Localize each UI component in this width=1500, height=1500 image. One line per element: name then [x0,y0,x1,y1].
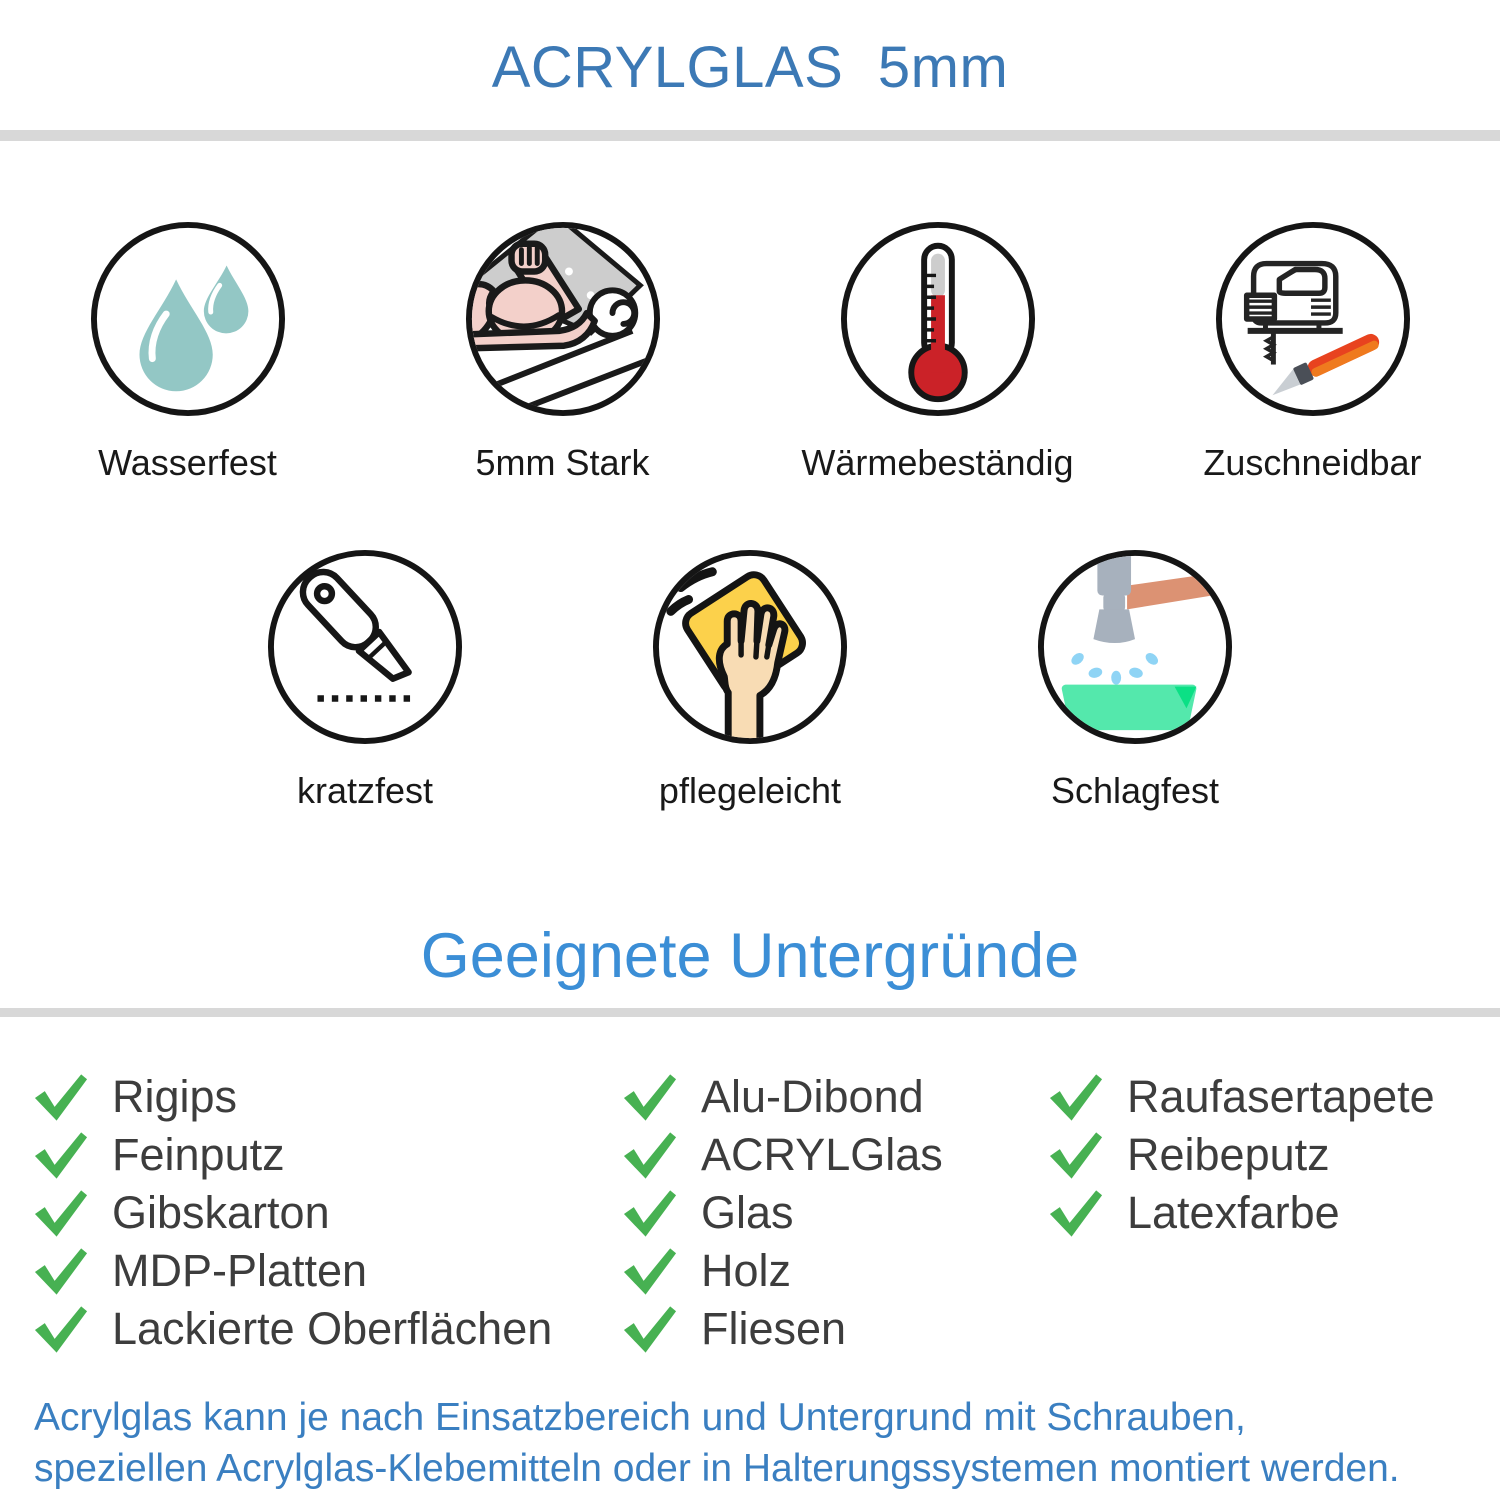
feature-wasserfest [0,220,375,484]
divider-middle [0,1008,1500,1017]
substrate-label: Gibskarton [112,1187,330,1238]
list-item [33,1126,552,1184]
substrate-label: Rigips [112,1071,238,1122]
divider-top [0,130,1500,141]
feature-5mm-stark [375,220,750,484]
checkmark-icon [33,1130,90,1180]
list-item [1048,1184,1435,1242]
hammer-icon [1036,548,1234,746]
substrate-label: Lackierte Oberflächen [112,1303,553,1354]
list-item [622,1184,943,1242]
list-item [622,1068,943,1126]
substrate-label: Holz [701,1245,792,1296]
substrate-label: Glas [701,1187,794,1238]
checkmark-icon [1048,1072,1105,1122]
feature-label: kratzfest [296,770,434,811]
footer-line-2: speziellen Acrylglas-Klebemitteln oder in Halterungssystemen montiert werden. [34,1447,1400,1491]
substrate-label: Alu-Dibond [701,1071,924,1122]
checkmark-icon [33,1188,90,1238]
feature-schlagfest [943,548,1328,812]
checkmark-icon [622,1072,679,1122]
substrate-label: Reibeputz [1127,1129,1330,1180]
features-row-1 [0,220,1500,484]
utility-knife-icon [266,548,464,746]
substrates-column-3 [1048,1068,1435,1242]
feature-label: Wasserfest [98,442,277,483]
feature-label: Wärmebeständig [801,442,1074,483]
checkmark-icon [622,1130,679,1180]
feature-pflegeleicht [558,548,943,812]
substrates-column-2 [622,1068,943,1358]
substrates-column-1 [33,1068,552,1358]
page-title: ACRYLGLAS 5mm [491,35,1009,100]
list-item [33,1068,552,1126]
list-item [622,1126,943,1184]
checkmark-icon [622,1188,679,1238]
substrate-label: Fliesen [701,1303,847,1354]
checkmark-icon [622,1304,679,1354]
checkmark-icon [622,1246,679,1296]
muscle-arm-icon [464,220,662,418]
list-item [622,1242,943,1300]
list-item [622,1300,943,1358]
checkmark-icon [33,1304,90,1354]
substrate-label: Latexfarbe [1127,1187,1340,1238]
feature-label: Zuschneidbar [1203,442,1422,483]
checkmark-icon [1048,1130,1105,1180]
section-title: Geeignete Untergründe [420,921,1080,991]
thermometer-icon [839,220,1037,418]
feature-label: 5mm Stark [475,442,650,483]
jigsaw-icon [1214,220,1412,418]
cleaning-hand-icon [651,548,849,746]
feature-kratzfest [173,548,558,812]
feature-label: pflegeleicht [658,770,842,811]
substrate-label: Feinputz [112,1129,285,1180]
feature-label: Schlagfest [1050,770,1220,811]
feature-zuschneidbar [1125,220,1500,484]
substrate-label: ACRYLGlas [701,1129,943,1180]
checkmark-icon [33,1072,90,1122]
water-drops-icon [89,220,287,418]
footer-line-1: Acrylglas kann je nach Einsatzbereich und Untergrund mit Schrauben, [34,1396,1246,1439]
checkmark-icon [1048,1188,1105,1238]
list-item [1048,1068,1435,1126]
list-item [1048,1126,1435,1184]
feature-waermebestaendig [750,220,1125,484]
list-item [33,1242,552,1300]
footer-note [34,1392,1400,1495]
features-row-2 [0,548,1500,812]
checkmark-icon [33,1246,90,1296]
substrate-label: MDP-Platten [112,1245,368,1296]
substrate-label: Raufasertapete [1127,1071,1435,1122]
list-item [33,1300,552,1358]
list-item [33,1184,552,1242]
